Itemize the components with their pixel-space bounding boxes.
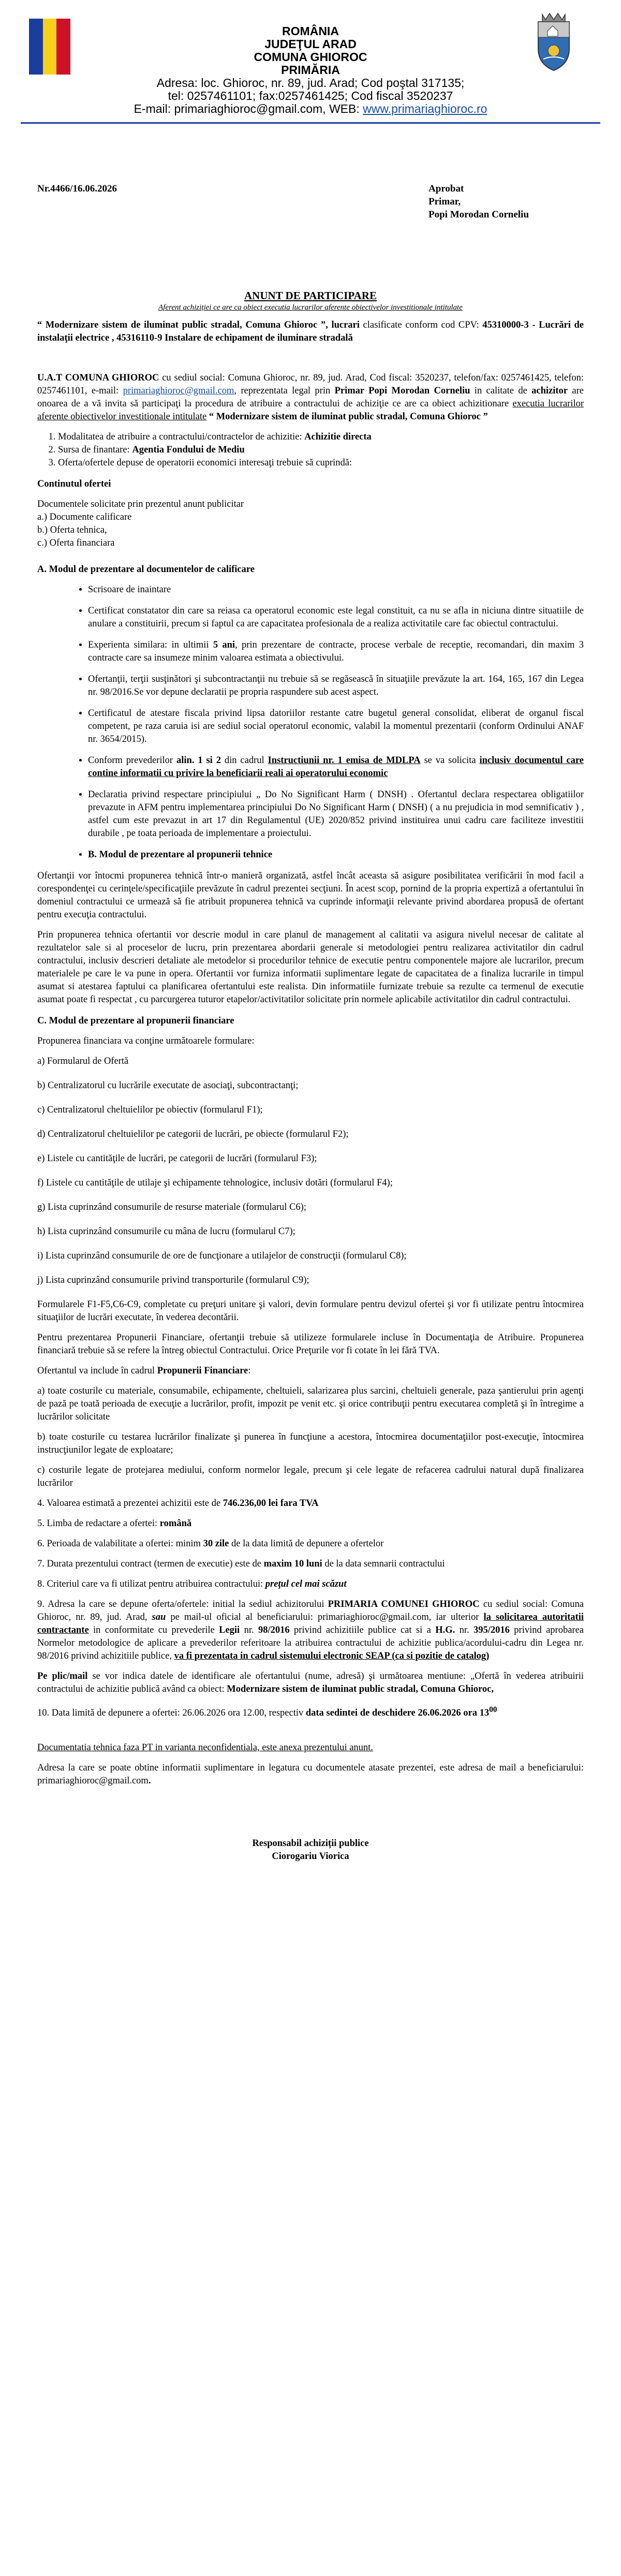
list-item-label: Modalitatea de atribuire a contractului/contractelor de achizitie: xyxy=(58,432,305,442)
technical-paragraph: Prin propunerea tehnica ofertantii vor descrie modul in care planul de management al calitatii va asigura nivelul necesar de calitate al rezultatelor sale si al proceselor de lucru, prin prezentarea abordarii generale si metodologiei pentru realizarea activitatilor din cadrul contractului, inclusiv descrieri detaliate ale metodelor si procedurilor tehnice de executie pentru componentele majore ale lucrarilor, precum materialele pe care le va pune in opera. Ofertantii vor furniza informatii suplimentare legate de capacitatea de a finaliza lucrarile in timpul asumat si atestarea faptului ca planificarea ofertantului este realista. Din informatiile furnizate trebuie sa rezulte ca termenul de executie asumat poate fi respectat , cu parcurgerea tuturor etapelor/activitatilor solicitate prin normele aplicabile activitatilor din cadrul contractului. xyxy=(37,930,584,1005)
object-cpv-label: clasificate conform cod CPV: xyxy=(359,320,483,330)
authority-details: cu sediul social: Comuna Ghioroc, nr. 89, jud. Arad, Cod fiscal: 3520237, telefon/fax: 0257461425, telefon: 0257461101, e-mail: xyxy=(37,373,584,396)
authority-name: U.A.T COMUNA GHIOROC xyxy=(37,373,159,383)
submission-text: nr. xyxy=(455,1625,474,1635)
offer-validity-value: 30 zile xyxy=(203,1539,229,1549)
award-criterion-value: preţul cel mai scăzut xyxy=(265,1579,347,1589)
document-body xyxy=(37,182,584,1863)
info-address-text: Adresa la care se poate obtine informatii suplimentare in legatura cu documentele atasate prezentei, este adresa de mail a beneficiarului: primariaghioroc@gmail.com xyxy=(37,1763,584,1787)
offer-content-line: c.) Oferta financiara xyxy=(37,538,115,548)
intro-object-name: “ Modernizare sistem de iluminat public stradal, Comuna Ghioroc ” xyxy=(206,412,488,422)
list-item: • Scrisoare de inaintare xyxy=(88,583,584,596)
financial-paragraph xyxy=(37,1365,584,1378)
offer-validity xyxy=(37,1538,584,1550)
object-cpv-codes: 45310000-3 - Lucrări de instalaţii electrice , 45316110-9 Instalare de echipament de iluminare stradală xyxy=(37,320,584,343)
mdlpa-text: Conform prevederilor xyxy=(88,755,176,766)
list-item: • B. Modul de prezentare al propunerii tehnice xyxy=(88,848,584,861)
financial-form-item: g) Lista cuprinzând consumurile de resurse materiale (formularul C6); xyxy=(37,1202,306,1212)
announcement-title xyxy=(37,289,584,313)
email-text: E-mail: primariaghioroc@gmail.com, WEB: xyxy=(134,102,363,115)
list-item-value: Agentia Fondului de Mediu xyxy=(132,445,245,455)
coat-of-arms-icon xyxy=(528,8,580,72)
contract-duration-value: maxim 10 luni xyxy=(263,1559,322,1569)
financial-colon: : xyxy=(248,1366,251,1376)
technical-doc-note: Documentatia tehnica faza PT in varianta neconfidentiala, este anexa prezentului anunt. xyxy=(37,1743,373,1753)
experience-years: 5 ani xyxy=(213,640,235,650)
financial-form-item: f) Listele cu cantităţile de utilaje şi echipamente tehnologice, inclusiv dotări (formularul F4); xyxy=(37,1178,393,1188)
list-item: • Declaratia privind respectare principiului „ Do No Significant Harm ( DNSH) . Ofertantul declara respectarea obligatiilor prevazute in AFM pentru implementarea principiului Do No Significant Harm ( DNSH) ( a nu prejudicia in mod semnificativ ) , astfel cum este prevazut in art 17 din Regulamentul (UE) 2020/852 privind instituirea unui cadru care faciliteze investitii durabile , pe toata perioada de implementare a proiectului. xyxy=(88,788,584,840)
financial-form-item: e) Listele cu cantităţile de lucrări, pe categorii de lucrări (formularul F3); xyxy=(37,1153,317,1164)
list-item xyxy=(58,457,584,470)
section-c-heading: C. Modul de prezentare al propunerii financiare xyxy=(37,1016,234,1026)
country-name: ROMÂNIA xyxy=(282,24,339,38)
financial-intro: Propunerea financiara va conţine următoarele formulare: xyxy=(37,1036,255,1046)
experience-text-rest: , prin prezentare de contracte, procese verbale de receptie, recomandari, din maxim 3 contracte care sa insumeze minim valoarea estimata a obiectivului. xyxy=(88,640,584,663)
financial-section xyxy=(37,1035,584,1788)
qualification-list xyxy=(37,583,584,861)
financial-form-item: b) Centralizatorul cu lucrările executate de asociaţi, subcontractanţi; xyxy=(37,1080,299,1091)
submission-hg: H.G. xyxy=(435,1625,455,1635)
object-paragraph xyxy=(37,319,584,345)
submission-or: sau xyxy=(152,1612,166,1622)
signature-name: Ciorogariu Viorica xyxy=(272,1851,349,1862)
contract-duration xyxy=(37,1558,584,1571)
header-divider xyxy=(21,122,600,124)
submission-text: pe mail-ul oficial al beneficiarului: primariaghioroc@gmail.com, iar ulterior xyxy=(166,1612,484,1622)
contract-duration-rest: de la data semnarii contractului xyxy=(322,1559,445,1569)
experience-text: Experienta similara: in ultimii xyxy=(88,640,213,650)
list-item xyxy=(88,639,584,665)
list-item: • Certificatul de atestare fiscala privind lipsa datoriilor restante catre bugetul general consolidat, eliberat de organul fiscal competent, pe raza caruia isi are sediul social operatorul economic, valabil la momentul prezentarii (conform Ordinului ANAF nr. 3654/2015). xyxy=(88,707,584,746)
estimated-value-amount: 746.236,00 lei fara TVA xyxy=(223,1498,319,1509)
financial-form-item: j) Lista cuprinzând consumurile privind transporturile (formularul C9); xyxy=(37,1275,309,1285)
approval-block xyxy=(428,182,584,221)
contract-duration-label: 7. Durata prezentului contract (termen de executie) este de xyxy=(37,1559,264,1569)
offer-content-line: a.) Documente calificare xyxy=(37,512,132,522)
authority-email-link[interactable]: primariaghioroc@gmail.com xyxy=(123,386,234,396)
financial-form-item: c) Centralizatorul cheltuielilor pe obiectiv (formularul F1); xyxy=(37,1105,263,1115)
submission-address xyxy=(37,1598,584,1663)
award-criterion-label: 8. Criteriul care va fi utilizat pentru atribuirea contractului: xyxy=(37,1579,265,1589)
registration-number: Nr.4466/16.06.2026 xyxy=(37,183,117,194)
website-link[interactable]: www.primariaghioroc.ro xyxy=(363,102,487,115)
financial-form-item: d) Centralizatorul cheltuielilor pe categorii de lucrări, pe obiecte (formularul F2); xyxy=(37,1129,349,1139)
opening-session: data sedintei de deschidere 26.06.2026 ora 13 xyxy=(305,1708,490,1719)
submission-law-number: 98/2016 xyxy=(258,1625,290,1635)
county-name: JUDEŢUL ARAD xyxy=(264,37,357,51)
phone-fax-line: tel: 0257461101; fax:0257461425; Cod fiscal 3520237 xyxy=(168,89,453,103)
offer-language xyxy=(37,1517,584,1530)
submission-text: in conformitate cu prevederile xyxy=(88,1625,219,1635)
section-a-heading: A. Modul de prezentare al documentelor de calificare xyxy=(37,564,255,575)
award-criterion xyxy=(37,1578,584,1591)
financial-form-item: h) Lista cuprinzând consumurile cu mâna de lucru (formularul C7); xyxy=(37,1226,295,1237)
mdlpa-text-c: din cadrul xyxy=(220,755,268,766)
title-subtitle: Aferent achiziției ce are ca obiect executia lucrarilor aferente obiectivelor investitionale intitulate xyxy=(158,303,463,312)
financial-paragraph: Pentru prezentarea Propunerii Financiare, ofertanţii trebuie să utilizeze formularele incluse în Documentaţia de Atribuire. Propunerea financiară trebuie să se refere la întreg obiectul Contractului. Orice Preţurile vor fi cotate în lei fără TVA. xyxy=(37,1333,584,1356)
mdlpa-instruction: Instructiunii nr. 1 emisa de MDLPA xyxy=(268,755,421,766)
mayor-name: Primar Popi Morodan Corneliu xyxy=(334,386,470,396)
offer-content-list xyxy=(37,498,584,550)
info-address-end: . xyxy=(148,1776,151,1787)
email-web-line xyxy=(103,103,518,115)
offer-validity-rest: de la data limită de depunere a ofertelor xyxy=(229,1539,384,1549)
list-item-value: Achizitie directa xyxy=(304,432,372,442)
object-name: “ Modernizare sistem de iluminat public stradal, Comuna Ghioroc ”, lucrari xyxy=(37,320,360,330)
romanian-flag-icon xyxy=(29,19,70,75)
submission-text: cu sediul social: Comuna Ghioroc, nr. 89, jud. Arad, xyxy=(37,1599,584,1622)
letterhead-text xyxy=(103,25,518,115)
offer-validity-label: 6. Perioada de valabilitate a ofertei: minim xyxy=(37,1539,203,1549)
deadline-paragraph xyxy=(37,1703,584,1720)
financial-paragraph: a) toate costurile cu materiale, consumabile, echipamente, cheltuieli, salarizarea plus sarcini, cheltuieli generale, paza şantierului prin agenţi de pază pe toată perioada de execuţie a lucrărilor, profit, impozit pe venit etc. şi orice contribuţii pentru executarea completă şi în întregime a lucrărilor solicitate xyxy=(37,1386,584,1422)
financial-form-item: i) Lista cuprinzând consumurile de ore de funcţionare a utilajelor de construcţii (formularul C8); xyxy=(37,1251,407,1261)
address-line: Adresa: loc. Ghioroc, nr. 89, jud. Arad; Cod poştal 317135; xyxy=(156,76,465,90)
financial-paragraph: c) costurile legate de protejarea mediului, conform normelor legale, precum şi cele legate de refacerea cadrului natural după finalizarea lucrărilor xyxy=(37,1465,584,1488)
mdlpa-text-e: se va solicita xyxy=(420,755,480,766)
financial-include-text: Ofertantul va include în cadrul xyxy=(37,1366,157,1376)
submission-law: Legii xyxy=(219,1625,240,1635)
deadline-text: 10. Data limită de depunere a ofertei: 26.06.2026 ora 12.00, respectiv xyxy=(37,1708,306,1719)
beneficial-owners-requirement: inclusiv documentul care contine informatii cu privire la beneficiarii reali ai operatorului economic xyxy=(88,755,584,779)
financial-paragraph: Formularele F1-F5,C6-C9, completate cu preţuri unitare şi valori, devin formulare pentru devizul ofertei şi vor fi utilizate pentru întocmirea situaţiilor de lucrări executate, în vederea decontării. xyxy=(37,1299,584,1323)
mdlpa-paragraphs: alin. 1 si 2 xyxy=(176,755,221,766)
intro-object-underlined: executia lucrarilor aferente obiectivelor investitionale intitulate xyxy=(37,399,584,422)
intro-text-g: are onoarea de a vă invita să participaţi la procedura de atribuire a contractului de achiziţie ce are ca obiect achizitionare xyxy=(37,386,584,409)
envelope-paragraph xyxy=(37,1670,584,1696)
opening-minutes: 00 xyxy=(489,1705,497,1714)
reference-block xyxy=(37,182,584,221)
envelope-label: Pe plic/mail xyxy=(37,1671,88,1681)
list-item xyxy=(88,754,584,780)
town-hall-name: PRIMĂRIA xyxy=(281,63,340,77)
envelope-object: Modernizare sistem de iluminat public stradal, Comuna Ghioroc, xyxy=(227,1684,494,1694)
list-item xyxy=(58,444,584,457)
procedure-list xyxy=(37,431,584,470)
intro-text-c: , reprezentata legal prin xyxy=(234,386,335,396)
list-item: • Ofertanţii, terţii susţinători şi subcontractanţii nu trebuie să se regăsească în situaţiile prevăzute la art. 164, 165, 167 din Legea nr. 98/2016.Se vor depune declaratii pe propria raspundere sub acest aspect. xyxy=(88,673,584,699)
approval-role: Primar, xyxy=(428,196,461,207)
offer-content-heading: Continutul ofertei xyxy=(37,479,111,489)
submission-text: 9. Adresa la care se depune oferta/ofertele: initial la sediul achizitorului xyxy=(37,1599,328,1609)
title-main: ANUNT DE PARTICIPARE xyxy=(244,289,377,302)
submission-text: privind aprobarea Normelor metodologice de aplicare a prevederilor referitoare la atribuirea contractului de achizitie publica/acordului-cadru din Legea nr. 98/2016 privind achizitiile publice, xyxy=(37,1625,584,1661)
financial-paragraph: b) toate costurile cu testarea lucrărilor finalizate şi punerea în funcţiune a acestora, întocmirea documentaţiilor post-execuţie, întocmirea instrucţiunilor legate de exploatare; xyxy=(37,1432,584,1455)
list-item-label: Oferta/ofertele depuse de operatorii economici interesaţi trebuie să cuprindă: xyxy=(58,458,352,468)
approval-name: Popi Morodan Corneliu xyxy=(428,209,529,220)
estimated-value xyxy=(37,1497,584,1510)
offer-content-line: b.) Oferta tehnica, xyxy=(37,525,107,535)
list-item: • Certificat constatator din care sa reiasa ca operatorul economic este legal constituit, ca nu se afla in niciuna dintre situatiile de anulare a constituirii, precum si faptul ca are capacitatea profesionala de a realiza activitatile care fac obiectul contractului. xyxy=(88,605,584,631)
offer-content-line: Documentele solicitate prin prezentul anunt publicitar xyxy=(37,499,244,509)
letterhead xyxy=(0,0,621,124)
offer-language-label: 5. Limba de redactare a ofertei: xyxy=(37,1518,160,1529)
intro-paragraph xyxy=(37,372,584,423)
financial-form-item: a) Formularul de Ofertă xyxy=(37,1056,129,1066)
submission-text: privind achizitiile publice cat si a xyxy=(289,1625,436,1635)
envelope-text: se vor indica datele de identificare ale ofertantului (nume, adresă) şi următoarea mentiune: „Ofertă în vederea atribuirii contractului de achizitie publică având ca obiect: xyxy=(37,1671,584,1694)
offer-language-value: română xyxy=(159,1518,192,1529)
achizitor-label: achizitor xyxy=(531,386,568,396)
signature-role: Responsabil achiziții publice xyxy=(252,1838,369,1849)
signature-block xyxy=(37,1837,584,1863)
financial-proposal-label: Propunerii Financiare xyxy=(157,1366,248,1376)
commune-name: COMUNA GHIOROC xyxy=(254,50,367,64)
submission-hg-number: 395/2016 xyxy=(474,1625,510,1635)
submission-seap-note: va fi prezentata in cadrul sistemului electronic SEAP (ca si pozitie de catalog) xyxy=(174,1651,490,1661)
submission-authority: PRIMARIA COMUNEI GHIOROC xyxy=(328,1599,480,1609)
submission-text: nr. xyxy=(240,1625,258,1635)
list-item xyxy=(58,431,584,444)
approval-label: Aprobat xyxy=(428,183,464,194)
technical-paragraph: Ofertanţii vor întocmi propunerea tehnică într-o manieră organizată, astfel încât aceasta să asigure posibilitatea verificării în mod facil a corespondenţei cu cerinţele/specificaţiile prevăzute în cadrul prezentei secţiuni. În acest scop, pornind de la propria expertiză a ofertantului în domeniul contractului ce urmează să fie atribuit propunerea tehnică va cuprinde informaţii relevante privind abordarea propusă de ofertant pentru execuţia contractului. xyxy=(37,871,584,920)
submission-request-note: la solicitarea autoritatii contractante xyxy=(37,1612,584,1635)
estimated-value-label: 4. Valoarea estimată a prezentei achizitii este de xyxy=(37,1498,223,1509)
info-address-paragraph xyxy=(37,1762,584,1788)
list-item-label: Sursa de finantare: xyxy=(58,445,132,455)
intro-text-e: in calitate de xyxy=(470,386,532,396)
